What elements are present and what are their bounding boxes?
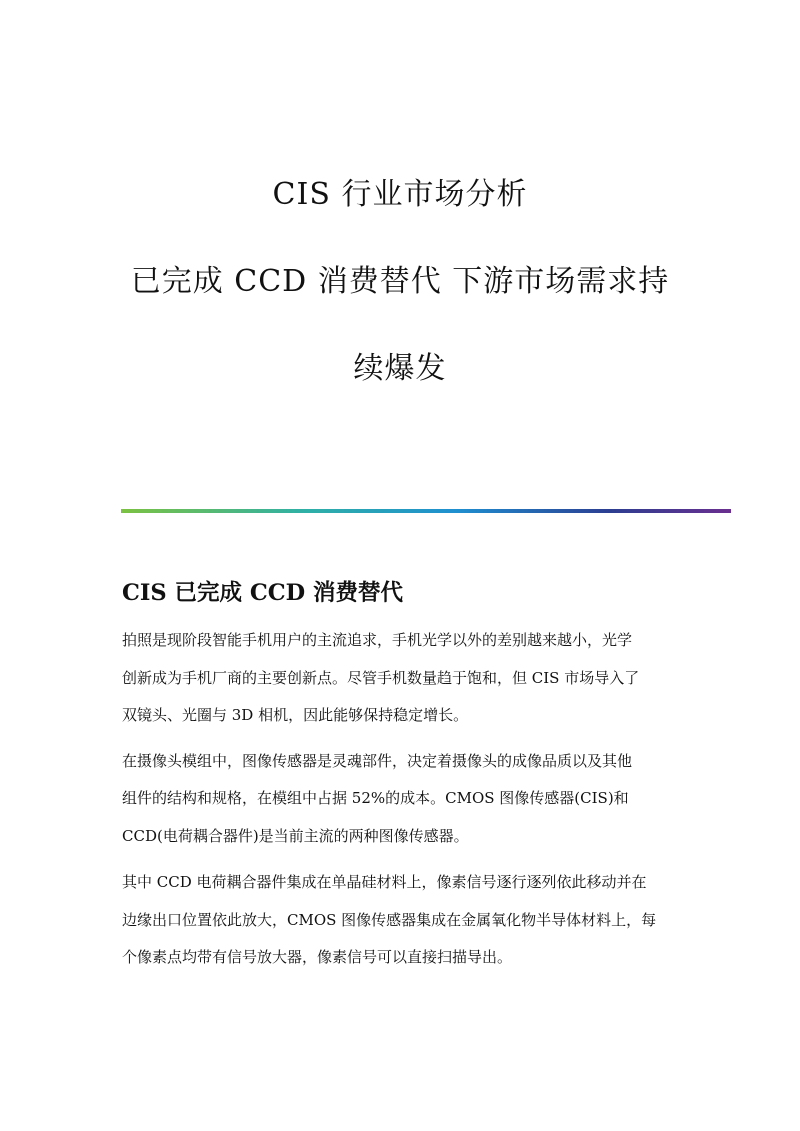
section-heading: CIS 已完成 CCD 消费替代 — [122, 580, 404, 606]
paragraph-2 — [122, 743, 682, 856]
paragraph-3 — [122, 864, 682, 977]
title-line-3: 续爆发 — [353, 351, 447, 386]
document-title — [0, 178, 800, 386]
paragraph-line: 在摄像头模组中，图像传感器是灵魂部件，决定着摄像头的成像品质以及其他 — [122, 751, 633, 770]
gradient-divider — [121, 509, 731, 513]
title-line-1: CIS 行业市场分析 — [272, 177, 528, 212]
paragraph-line: 组件的结构和规格，在模组中占据 52%的成本。CMOS 图像传感器(CIS)和 — [122, 789, 629, 807]
paragraph-line: 创新成为手机厂商的主要创新点。尽管手机数量趋于饱和，但 CIS 市场导入了 — [122, 668, 640, 687]
paragraph-1 — [122, 622, 682, 735]
paragraph-line: 其中 CCD 电荷耦合器件集成在单晶硅材料上，像素信号逐行逐列依此移动并在 — [122, 873, 647, 891]
title-line-2: 已完成 CCD 消费替代 下游市场需求持 — [130, 264, 670, 299]
paragraph-line: 拍照是现阶段智能手机用户的主流追求，手机光学以外的差别越来越小，光学 — [122, 631, 633, 649]
document-body — [122, 581, 682, 977]
paragraph-line: 个像素点均带有信号放大器，像素信号可以直接扫描导出。 — [122, 948, 513, 966]
paragraph-line: 双镜头、光圈与 3D 相机，因此能够保持稳定增长。 — [122, 706, 469, 724]
paragraph-line: 边缘出口位置依此放大，CMOS 图像传感器集成在金属氧化物半导体材料上，每 — [122, 910, 657, 929]
paragraph-line: CCD(电荷耦合器件)是当前主流的两种图像传感器。 — [122, 826, 469, 845]
